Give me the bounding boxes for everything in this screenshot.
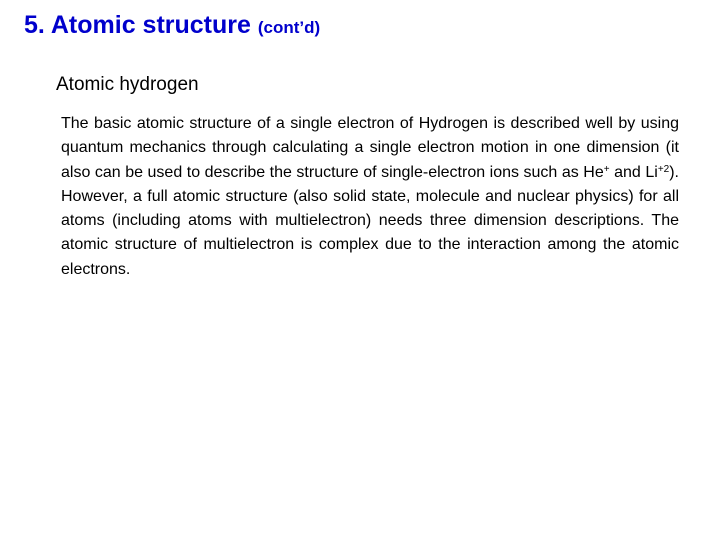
slide-title-suffix: (cont’d)	[257, 18, 321, 37]
paragraph-text-3: ). However, a full atomic structure (also solid state, molecule and nuclear physics) for all atoms (including atoms with multielectron) needs three dimension descriptions. The atomic structure of multielectron is complex due to the interaction among the atomic electrons.	[61, 163, 679, 278]
paragraph-text-2: and Li	[609, 163, 658, 181]
slide-title-main: 5. Atomic structure	[24, 11, 251, 39]
superscript-charge-li: +2	[657, 163, 670, 175]
section-heading: Atomic hydrogen	[56, 74, 199, 95]
slide-title	[24, 8, 320, 45]
paragraph-text-1: The basic atomic structure of a single electron of Hydrogen is described well by using quantum mechanics through calculating a single electron motion in one dimension (it also can be used to describe the structure of single-electron ions such as He	[61, 115, 679, 181]
superscript-charge-he: +	[603, 163, 610, 175]
body-paragraph	[61, 112, 679, 282]
